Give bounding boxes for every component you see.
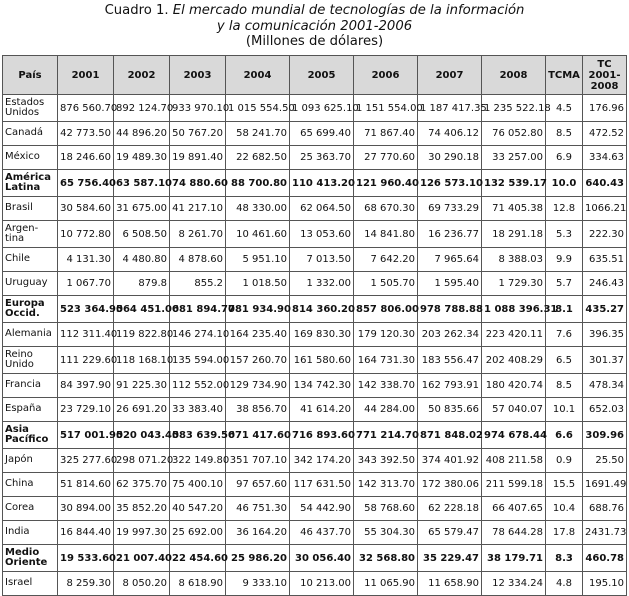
row-label: China <box>3 473 58 497</box>
table-cell: 48 330.00 <box>226 197 290 221</box>
country-row <box>3 146 627 170</box>
table-cell: 10.0 <box>546 170 583 197</box>
table-cell: 8 259.30 <box>58 572 114 596</box>
table-cell: 164 731.30 <box>354 347 418 374</box>
table-cell: 176.96 <box>583 95 627 122</box>
table-cell: 62 375.70 <box>114 473 170 497</box>
table-cell: 342 174.20 <box>290 449 354 473</box>
row-label: Argen-tina <box>3 221 58 248</box>
table-cell: 21 007.40 <box>114 545 170 572</box>
table-cell: 30 894.00 <box>58 497 114 521</box>
table-cell: 19 997.30 <box>114 521 170 545</box>
table-cell: 18 246.60 <box>58 146 114 170</box>
table-header-row <box>3 56 627 95</box>
table-cell: 460.78 <box>583 545 627 572</box>
table-cell: 35 852.20 <box>114 497 170 521</box>
table-cell: 26 691.20 <box>114 398 170 422</box>
caption-line-1 <box>0 3 629 19</box>
table-cell: 134 742.30 <box>290 374 354 398</box>
table-cell: 1 088 396.31 <box>482 296 546 323</box>
table-cell: 121 960.40 <box>354 170 418 197</box>
table-cell: 6.6 <box>546 422 583 449</box>
table-cell: 35 229.47 <box>418 545 482 572</box>
table-cell: 1 151 554.00 <box>354 95 418 122</box>
table-cell: 1 093 625.10 <box>290 95 354 122</box>
table-cell: 1 187 417.35 <box>418 95 482 122</box>
table-cell: 74 880.60 <box>170 170 226 197</box>
country-row <box>3 323 627 347</box>
region-row <box>3 545 627 572</box>
table-cell: 38 179.71 <box>482 545 546 572</box>
table-cell: 30 290.18 <box>418 146 482 170</box>
table-cell: 135 594.00 <box>170 347 226 374</box>
table-cell: 65 756.40 <box>58 170 114 197</box>
table-cell: 40 547.20 <box>170 497 226 521</box>
row-label: Israel <box>3 572 58 596</box>
row-label: Reino Unido <box>3 347 58 374</box>
table-caption <box>0 0 629 55</box>
table-cell: 157 260.70 <box>226 347 290 374</box>
table-cell: 195.10 <box>583 572 627 596</box>
table-cell: 50 767.20 <box>170 122 226 146</box>
table-cell: 36 164.20 <box>226 521 290 545</box>
table-cell: 1 332.00 <box>290 272 354 296</box>
table-cell: 1 729.30 <box>482 272 546 296</box>
column-header: 2007 <box>418 56 482 95</box>
table-cell: 472.52 <box>583 122 627 146</box>
country-row <box>3 122 627 146</box>
table-cell: 10 772.80 <box>58 221 114 248</box>
table-cell: 10.4 <box>546 497 583 521</box>
table-cell: 16 236.77 <box>418 221 482 248</box>
table-cell: 1691.49 <box>583 473 627 497</box>
caption-line-2: y la comunicación 2001-2006 <box>216 18 413 34</box>
row-label: Canadá <box>3 122 58 146</box>
table-cell: 301.37 <box>583 347 627 374</box>
column-header: 2008 <box>482 56 546 95</box>
table-cell: 8 050.20 <box>114 572 170 596</box>
row-label: Corea <box>3 497 58 521</box>
table-cell: 325 277.60 <box>58 449 114 473</box>
table-cell: 517 001.90 <box>58 422 114 449</box>
table-cell: 65 699.40 <box>290 122 354 146</box>
table-cell: 435.27 <box>583 296 627 323</box>
country-row <box>3 497 627 521</box>
table-cell: 933 970.10 <box>170 95 226 122</box>
region-row <box>3 170 627 197</box>
table-cell: 7 965.64 <box>418 248 482 272</box>
table-cell: 681 894.70 <box>170 296 226 323</box>
table-cell: 62 228.18 <box>418 497 482 521</box>
table-cell: 520 043.40 <box>114 422 170 449</box>
table-cell: 146 274.10 <box>170 323 226 347</box>
table-cell: 1 067.70 <box>58 272 114 296</box>
column-header: 2005 <box>290 56 354 95</box>
table-cell: 41 614.20 <box>290 398 354 422</box>
table-cell: 8.1 <box>546 296 583 323</box>
table-cell: 30 056.40 <box>290 545 354 572</box>
table-cell: 44 896.20 <box>114 122 170 146</box>
table-cell: 9.9 <box>546 248 583 272</box>
table-cell: 180 420.74 <box>482 374 546 398</box>
table-cell: 11 065.90 <box>354 572 418 596</box>
table-cell: 10.1 <box>546 398 583 422</box>
table-cell: 1 018.50 <box>226 272 290 296</box>
table-cell: 68 670.30 <box>354 197 418 221</box>
table-cell: 172 380.06 <box>418 473 482 497</box>
table-cell: 671 417.60 <box>226 422 290 449</box>
table-body <box>3 95 627 596</box>
table-cell: 478.34 <box>583 374 627 398</box>
table-cell: 203 262.34 <box>418 323 482 347</box>
table-cell: 18 291.18 <box>482 221 546 248</box>
table-cell: 8.5 <box>546 374 583 398</box>
table-cell: 8.5 <box>546 122 583 146</box>
table-cell: 58 768.60 <box>354 497 418 521</box>
table-cell: 22 454.60 <box>170 545 226 572</box>
table-cell: 16 844.40 <box>58 521 114 545</box>
table-cell: 13 053.60 <box>290 221 354 248</box>
table-cell: 4 131.30 <box>58 248 114 272</box>
table-cell: 771 214.70 <box>354 422 418 449</box>
caption-title: El mercado mundial de tecnologías de la información <box>172 3 525 18</box>
country-row <box>3 473 627 497</box>
row-label: América Latina <box>3 170 58 197</box>
table-cell: 564 451.00 <box>114 296 170 323</box>
table-cell: 62 064.50 <box>290 197 354 221</box>
table-cell: 7 642.20 <box>354 248 418 272</box>
table-cell: 396.35 <box>583 323 627 347</box>
country-row <box>3 449 627 473</box>
row-label: India <box>3 521 58 545</box>
table-cell: 640.43 <box>583 170 627 197</box>
table-cell: 22 682.50 <box>226 146 290 170</box>
table-cell: 17.8 <box>546 521 583 545</box>
table-cell: 8.3 <box>546 545 583 572</box>
table-cell: 8 261.70 <box>170 221 226 248</box>
table-cell: 63 587.10 <box>114 170 170 197</box>
row-label: Asia Pacífico <box>3 422 58 449</box>
table-cell: 11 658.90 <box>418 572 482 596</box>
table-cell: 25.50 <box>583 449 627 473</box>
row-label: Francia <box>3 374 58 398</box>
table-cell: 58 241.70 <box>226 122 290 146</box>
table-cell: 298 071.20 <box>114 449 170 473</box>
table-cell: 46 437.70 <box>290 521 354 545</box>
table-cell: 97 657.60 <box>226 473 290 497</box>
table-cell: 879.8 <box>114 272 170 296</box>
table-cell: 322 149.80 <box>170 449 226 473</box>
table-cell: 38 856.70 <box>226 398 290 422</box>
table-cell: 23 729.10 <box>58 398 114 422</box>
table-cell: 25 363.70 <box>290 146 354 170</box>
table-cell: 31 675.00 <box>114 197 170 221</box>
row-label: Uruguay <box>3 272 58 296</box>
table-cell: 871 848.02 <box>418 422 482 449</box>
table-cell: 50 835.66 <box>418 398 482 422</box>
table-cell: 84 397.90 <box>58 374 114 398</box>
table-cell: 179 120.30 <box>354 323 418 347</box>
table-cell: 69 733.29 <box>418 197 482 221</box>
table-cell: 51 814.60 <box>58 473 114 497</box>
table-cell: 41 217.10 <box>170 197 226 221</box>
table-cell: 246.43 <box>583 272 627 296</box>
table-cell: 652.03 <box>583 398 627 422</box>
table-cell: 5.3 <box>546 221 583 248</box>
table-cell: 351 707.10 <box>226 449 290 473</box>
table-cell: 876 560.70 <box>58 95 114 122</box>
region-row <box>3 296 627 323</box>
row-label: Europa Occid. <box>3 296 58 323</box>
country-row <box>3 95 627 122</box>
table-cell: 309.96 <box>583 422 627 449</box>
country-row <box>3 398 627 422</box>
table-cell: 0.9 <box>546 449 583 473</box>
country-row <box>3 272 627 296</box>
table-cell: 4 480.80 <box>114 248 170 272</box>
market-table <box>2 55 627 596</box>
table-cell: 27 770.60 <box>354 146 418 170</box>
table-cell: 44 284.00 <box>354 398 418 422</box>
column-header: 2002 <box>114 56 170 95</box>
table-cell: 162 793.91 <box>418 374 482 398</box>
country-row <box>3 374 627 398</box>
row-label: Medio Oriente <box>3 545 58 572</box>
table-cell: 132 539.17 <box>482 170 546 197</box>
column-header: 2001 <box>58 56 114 95</box>
table-cell: 5 951.10 <box>226 248 290 272</box>
table-cell: 78 644.28 <box>482 521 546 545</box>
table-cell: 111 229.60 <box>58 347 114 374</box>
table-cell: 9 333.10 <box>226 572 290 596</box>
table-cell: 65 579.47 <box>418 521 482 545</box>
table-cell: 12 334.24 <box>482 572 546 596</box>
table-cell: 142 338.70 <box>354 374 418 398</box>
table-cell: 169 830.30 <box>290 323 354 347</box>
table-cell: 19 489.30 <box>114 146 170 170</box>
row-label: Brasil <box>3 197 58 221</box>
table-cell: 19 891.40 <box>170 146 226 170</box>
table-cell: 164 235.40 <box>226 323 290 347</box>
table-cell: 161 580.60 <box>290 347 354 374</box>
table-cell: 6.5 <box>546 347 583 374</box>
caption-units: (Millones de dólares) <box>245 34 384 49</box>
table-cell: 1066.21 <box>583 197 627 221</box>
table-cell: 892 124.70 <box>114 95 170 122</box>
table-cell: 334.63 <box>583 146 627 170</box>
table-cell: 14 841.80 <box>354 221 418 248</box>
country-row <box>3 221 627 248</box>
country-row <box>3 521 627 545</box>
table-cell: 523 364.90 <box>58 296 114 323</box>
table-cell: 142 313.70 <box>354 473 418 497</box>
table-cell: 126 573.10 <box>418 170 482 197</box>
table-cell: 74 406.12 <box>418 122 482 146</box>
table-cell: 343 392.50 <box>354 449 418 473</box>
table-cell: 635.51 <box>583 248 627 272</box>
table-cell: 6 508.50 <box>114 221 170 248</box>
table-cell: 6.9 <box>546 146 583 170</box>
table-cell: 688.76 <box>583 497 627 521</box>
table-cell: 1 505.70 <box>354 272 418 296</box>
table-cell: 76 052.80 <box>482 122 546 146</box>
table-cell: 781 934.90 <box>226 296 290 323</box>
table-cell: 8 618.90 <box>170 572 226 596</box>
table-cell: 32 568.80 <box>354 545 418 572</box>
row-label: Alemania <box>3 323 58 347</box>
table-cell: 10 213.00 <box>290 572 354 596</box>
table-cell: 974 678.44 <box>482 422 546 449</box>
table-cell: 119 822.80 <box>114 323 170 347</box>
column-header: 2004 <box>226 56 290 95</box>
table-cell: 33 257.00 <box>482 146 546 170</box>
table-cell: 8 388.03 <box>482 248 546 272</box>
row-label: Estados Unidos <box>3 95 58 122</box>
column-header: 2003 <box>170 56 226 95</box>
table-cell: 183 556.47 <box>418 347 482 374</box>
table-cell: 129 734.90 <box>226 374 290 398</box>
table-cell: 42 773.50 <box>58 122 114 146</box>
table-cell: 88 700.80 <box>226 170 290 197</box>
row-label: España <box>3 398 58 422</box>
table-cell: 112 311.40 <box>58 323 114 347</box>
table-cell: 5.7 <box>546 272 583 296</box>
table-cell: 716 893.60 <box>290 422 354 449</box>
table-cell: 15.5 <box>546 473 583 497</box>
table-cell: 55 304.30 <box>354 521 418 545</box>
country-row <box>3 197 627 221</box>
table-cell: 91 225.30 <box>114 374 170 398</box>
table-cell: 118 168.10 <box>114 347 170 374</box>
row-label: Chile <box>3 248 58 272</box>
country-row <box>3 248 627 272</box>
table-cell: 211 599.18 <box>482 473 546 497</box>
column-header: País <box>3 56 58 95</box>
table-cell: 57 040.07 <box>482 398 546 422</box>
table-cell: 12.8 <box>546 197 583 221</box>
column-header: TCMA <box>546 56 583 95</box>
row-label: Japón <box>3 449 58 473</box>
column-header: 2006 <box>354 56 418 95</box>
row-label: México <box>3 146 58 170</box>
table-cell: 75 400.10 <box>170 473 226 497</box>
table-cell: 46 751.30 <box>226 497 290 521</box>
table-cell: 223 420.11 <box>482 323 546 347</box>
table-cell: 1 595.40 <box>418 272 482 296</box>
table-cell: 202 408.29 <box>482 347 546 374</box>
table-cell: 117 631.50 <box>290 473 354 497</box>
table-cell: 4 878.60 <box>170 248 226 272</box>
table-cell: 4.8 <box>546 572 583 596</box>
table-cell: 66 407.65 <box>482 497 546 521</box>
country-row <box>3 347 627 374</box>
table-cell: 110 413.20 <box>290 170 354 197</box>
column-header: TC 2001-2008 <box>583 56 627 95</box>
table-cell: 33 383.40 <box>170 398 226 422</box>
country-row <box>3 572 627 596</box>
table-cell: 7 013.50 <box>290 248 354 272</box>
table-cell: 855.2 <box>170 272 226 296</box>
table-cell: 7.6 <box>546 323 583 347</box>
table-cell: 71 867.40 <box>354 122 418 146</box>
region-row <box>3 422 627 449</box>
table-cell: 1 015 554.50 <box>226 95 290 122</box>
table-cell: 857 806.00 <box>354 296 418 323</box>
table-cell: 814 360.20 <box>290 296 354 323</box>
table-cell: 25 986.20 <box>226 545 290 572</box>
table-cell: 10 461.60 <box>226 221 290 248</box>
table-cell: 71 405.38 <box>482 197 546 221</box>
table-cell: 408 211.58 <box>482 449 546 473</box>
table-cell: 222.30 <box>583 221 627 248</box>
table-cell: 1 235 522.18 <box>482 95 546 122</box>
table-cell: 112 552.00 <box>170 374 226 398</box>
table-cell: 374 401.92 <box>418 449 482 473</box>
table-cell: 4.5 <box>546 95 583 122</box>
table-cell: 25 692.00 <box>170 521 226 545</box>
table-cell: 583 639.50 <box>170 422 226 449</box>
caption-prefix: Cuadro 1. <box>104 3 173 18</box>
table-cell: 19 533.60 <box>58 545 114 572</box>
table-cell: 30 584.60 <box>58 197 114 221</box>
table-cell: 2431.73 <box>583 521 627 545</box>
table-cell: 54 442.90 <box>290 497 354 521</box>
table-cell: 978 788.88 <box>418 296 482 323</box>
